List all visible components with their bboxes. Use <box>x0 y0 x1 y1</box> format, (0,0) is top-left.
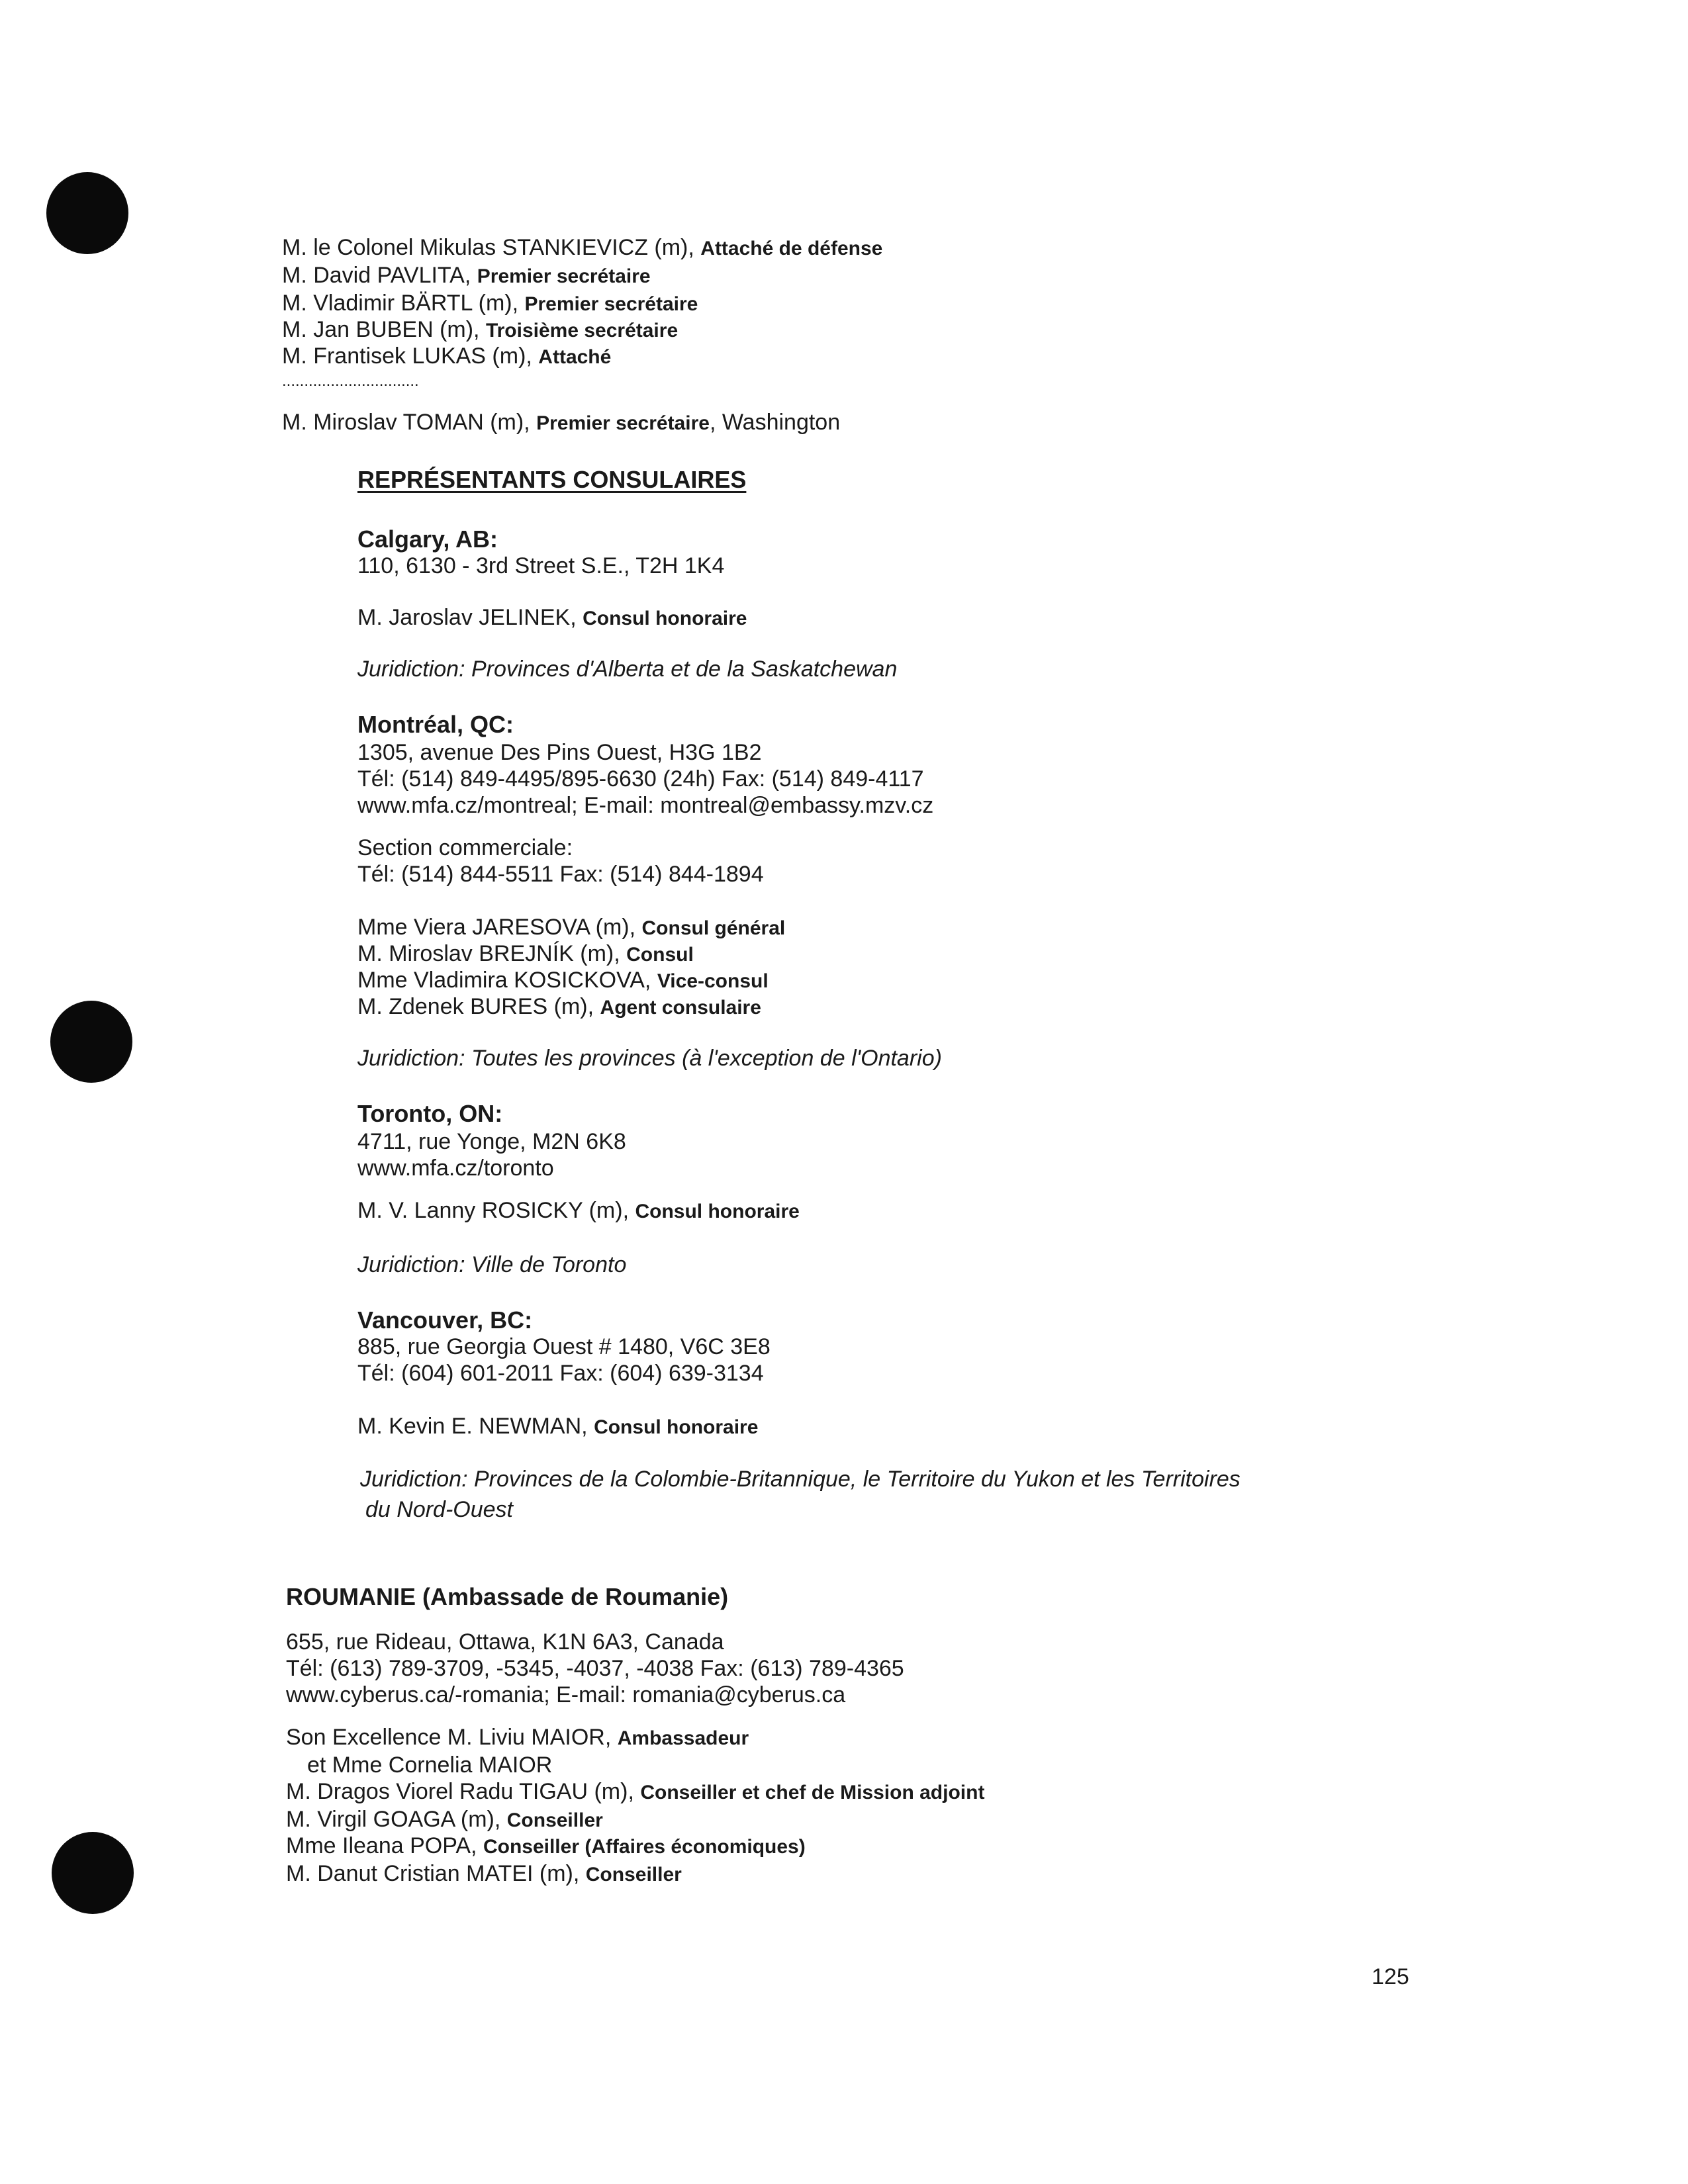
romania-ambassador <box>286 1723 749 1752</box>
montreal-commercial-label: Section commerciale: <box>357 835 573 860</box>
montreal-web: www.mfa.cz/montreal; E-mail: montreal@embassy.mzv.cz <box>357 793 934 818</box>
staff-title: Attaché de défense <box>700 238 883 259</box>
staff-line <box>282 234 882 263</box>
person-title: Vice-consul <box>657 970 769 992</box>
staff-line <box>282 316 678 345</box>
person-title: Agent consulaire <box>600 997 761 1019</box>
montreal-commercial-phone: Tél: (514) 844-5511 Fax: (514) 844-1894 <box>357 862 764 887</box>
calgary-person <box>357 604 747 633</box>
staff-name: M. Frantisek LUKAS (m), <box>282 343 532 369</box>
person-name: M. Danut Cristian MATEI (m), <box>286 1861 580 1886</box>
toronto-city: Toronto, ON: <box>357 1100 503 1127</box>
romania-web: www.cyberus.ca/-romania; E-mail: romania@cyberus.ca <box>286 1682 846 1707</box>
montreal-person <box>357 993 761 1022</box>
vancouver-jurisdiction-line1: Juridiction: Provinces de la Colombie-Britannique, le Territoire du Yukon et les Territoires <box>360 1467 1241 1492</box>
staff-title: Attaché <box>538 346 612 368</box>
person-title: Consul honoraire <box>635 1201 800 1222</box>
person-name: M. Zdenek BURES (m), <box>357 994 594 1019</box>
montreal-person <box>357 966 769 995</box>
vancouver-jurisdiction-line2: du Nord-Ouest <box>365 1497 513 1522</box>
staff-line <box>282 261 651 291</box>
montreal-city: Montréal, QC: <box>357 711 514 738</box>
romania-address: 655, rue Rideau, Ottawa, K1N 6A3, Canada <box>286 1629 724 1655</box>
montreal-phone: Tél: (514) 849-4495/895-6630 (24h) Fax: (514) 849-4117 <box>357 766 924 792</box>
staff-title: Premier secrétaire <box>536 412 710 434</box>
person-name: M. Dragos Viorel Radu TIGAU (m), <box>286 1779 634 1804</box>
person-name: Mme Vladimira KOSICKOVA, <box>357 968 651 993</box>
staff-line <box>282 289 698 318</box>
calgary-address: 110, 6130 - 3rd Street S.E., T2H 1K4 <box>357 553 725 578</box>
person-title: Conseiller <box>506 1809 603 1831</box>
person-name: Mme Ileana POPA, <box>286 1833 477 1858</box>
staff-title: Premier secrétaire <box>524 293 698 315</box>
montreal-address: 1305, avenue Des Pins Ouest, H3G 1B2 <box>357 740 762 765</box>
toronto-person <box>357 1197 800 1226</box>
person-title: Conseiller <box>585 1864 682 1886</box>
calgary-city: Calgary, AB: <box>357 525 498 553</box>
punch-hole-bottom <box>52 1832 134 1914</box>
toronto-web: www.mfa.cz/toronto <box>357 1156 554 1181</box>
person-title: Consul général <box>641 917 786 939</box>
person-name: Son Excellence M. Liviu MAIOR, <box>286 1725 612 1750</box>
vancouver-phone: Tél: (604) 601-2011 Fax: (604) 639-3134 <box>357 1361 764 1386</box>
montreal-person <box>357 940 694 969</box>
toronto-address: 4711, rue Yonge, M2N 6K8 <box>357 1129 626 1154</box>
person-title: Conseiller (Affaires économiques) <box>483 1836 806 1858</box>
staff-title: Troisième secrétaire <box>485 320 679 341</box>
montreal-jurisdiction: Juridiction: Toutes les provinces (à l'exception de l'Ontario) <box>357 1046 942 1071</box>
consular-heading: REPRÉSENTANTS CONSULAIRES <box>357 466 747 493</box>
page-number: 125 <box>1372 1964 1409 1989</box>
staff-name: M. Vladimir BÄRTL (m), <box>282 291 519 316</box>
person-name: Mme Viera JARESOVA (m), <box>357 915 636 940</box>
person-name: M. V. Lanny ROSICKY (m), <box>357 1198 630 1223</box>
person-title: Consul honoraire <box>583 608 747 629</box>
staff-name: M. Jan BUBEN (m), <box>282 317 480 342</box>
staff-name: M. David PAVLITA, <box>282 263 471 288</box>
montreal-person <box>357 913 785 942</box>
vancouver-address: 885, rue Georgia Ouest # 1480, V6C 3E8 <box>357 1334 771 1359</box>
person-title: Ambassadeur <box>617 1727 749 1749</box>
romania-heading: ROUMANIE (Ambassade de Roumanie) <box>286 1583 729 1610</box>
person-title: Consul honoraire <box>594 1416 759 1438</box>
romania-phone: Tél: (613) 789-3709, -5345, -4037, -4038 Fax: (613) 789-4365 <box>286 1656 904 1681</box>
romania-person <box>286 1778 984 1807</box>
person-name: M. Kevin E. NEWMAN, <box>357 1414 588 1439</box>
romania-spouse: et Mme Cornelia MAIOR <box>307 1752 553 1778</box>
punch-hole-middle <box>50 1001 132 1083</box>
staff-name: M. Miroslav TOMAN (m), <box>282 410 530 435</box>
romania-person <box>286 1860 682 1889</box>
staff-location: , Washington <box>709 410 841 435</box>
person-name: M. Jaroslav JELINEK, <box>357 605 577 630</box>
person-title: Conseiller et chef de Mission adjoint <box>640 1782 985 1803</box>
staff-title: Premier secrétaire <box>477 265 651 287</box>
vancouver-person <box>357 1412 758 1441</box>
calgary-jurisdiction: Juridiction: Provinces d'Alberta et de la Saskatchewan <box>357 657 898 682</box>
person-name: M. Virgil GOAGA (m), <box>286 1807 501 1832</box>
staff-line-washington <box>282 408 840 437</box>
person-title: Consul <box>626 944 694 966</box>
romania-person <box>286 1805 603 1835</box>
staff-name: M. le Colonel Mikulas STANKIEVICZ (m), <box>282 235 694 260</box>
romania-person <box>286 1832 806 1861</box>
dotted-separator: ............................... <box>282 372 419 390</box>
toronto-jurisdiction: Juridiction: Ville de Toronto <box>357 1252 627 1277</box>
person-name: M. Miroslav BREJNÍK (m), <box>357 941 620 966</box>
punch-hole-top <box>46 172 128 254</box>
vancouver-city: Vancouver, BC: <box>357 1306 533 1334</box>
